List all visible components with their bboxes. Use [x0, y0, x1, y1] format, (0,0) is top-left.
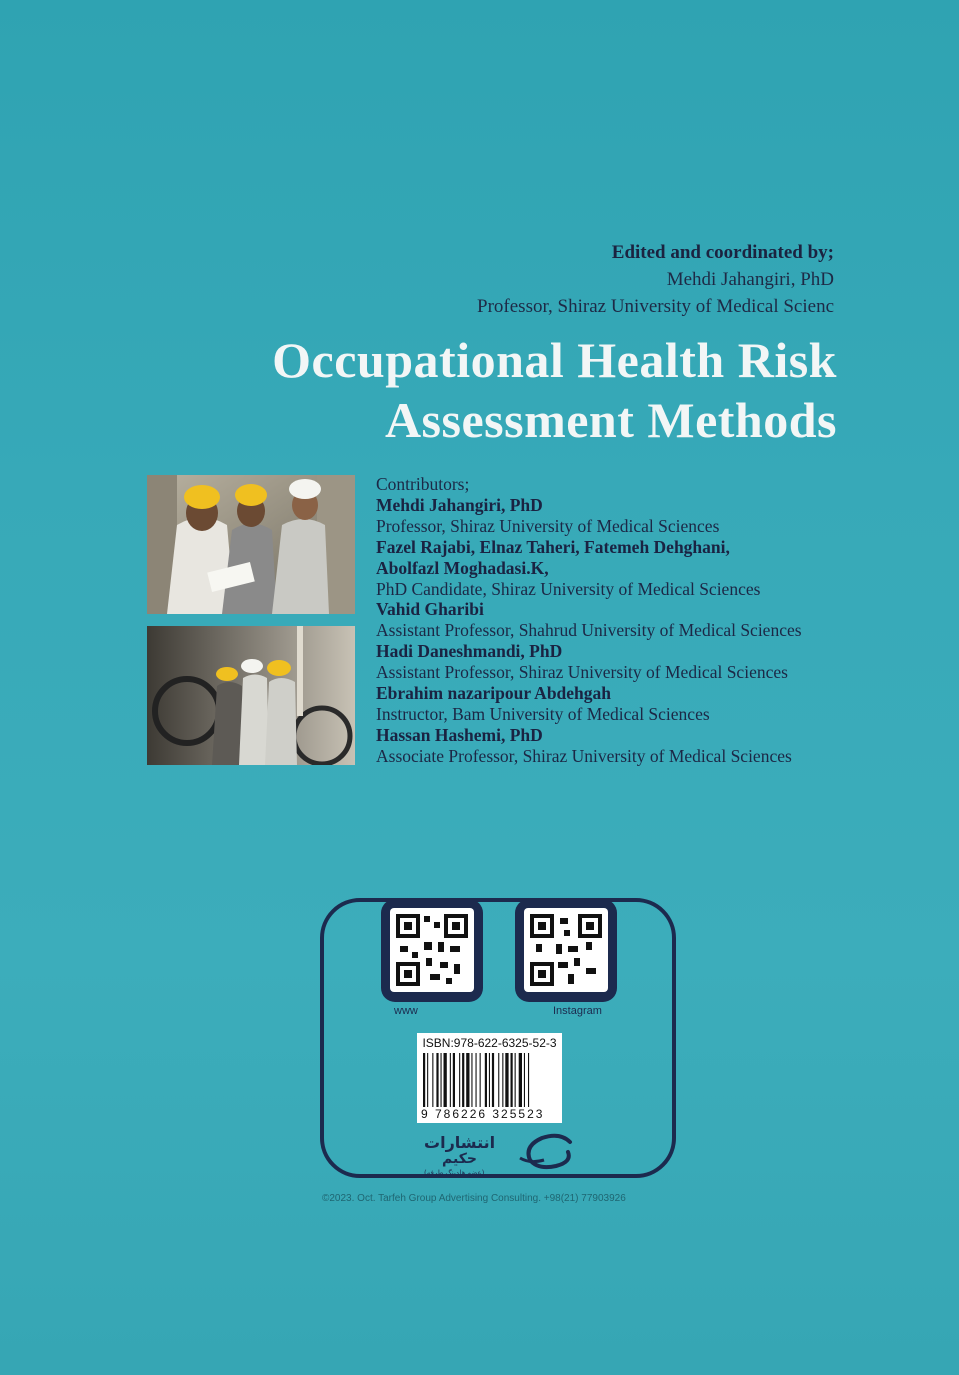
- contributor-name: Hadi Daneshmandi, PhD: [376, 641, 563, 662]
- book-title-line-2: Assessment Methods: [384, 392, 837, 448]
- editor-name: Mehdi Jahangiri, PhD: [666, 269, 834, 290]
- contributor-affiliation: PhD Candidate, Shiraz University of Medical Sciences: [376, 578, 761, 599]
- publisher-sub: حکیم: [442, 1151, 477, 1167]
- book-title-line-1: Occupational Health Risk: [272, 332, 837, 388]
- contributor-name: Mehdi Jahangiri, PhD: [376, 494, 543, 515]
- qr-pattern-icon: [524, 908, 608, 992]
- contributor-affiliation: Assistant Professor, Shiraz University of Medical Sciences: [376, 662, 788, 683]
- contributors-heading: Contributors;: [376, 474, 470, 494]
- workers-photo-1: [147, 475, 355, 614]
- contributor-name: Ebrahim nazaripour Abdehgah: [376, 683, 612, 704]
- editor-affiliation: Professor, Shiraz University of Medical Scienc: [477, 296, 834, 317]
- editor-heading: Edited and coordinated by;: [611, 242, 834, 263]
- website-qr-code[interactable]: [381, 899, 483, 1002]
- qr-pattern-icon: [390, 908, 474, 992]
- instagram-label: Instagram: [553, 1005, 602, 1017]
- contributor-affiliation: Associate Professor, Shiraz University of Medical Sciences: [376, 745, 792, 766]
- contributors-list: [376, 474, 802, 767]
- publisher-name: انتشارات: [424, 1133, 496, 1152]
- isbn-barcode: [417, 1033, 562, 1123]
- contributor-affiliation: Assistant Professor, Shahrud University of Medical Sciences: [376, 620, 802, 641]
- barcode-digits: 9 786226 325523: [421, 1107, 545, 1121]
- contributor-affiliation: Professor, Shiraz University of Medical Sciences: [376, 515, 720, 536]
- contributor-name: Vahid Gharibi: [376, 599, 484, 620]
- publisher-note: (عضو هلدینگ طرفه): [424, 1169, 485, 1177]
- isbn-text: ISBN:978-622-6325-52-3: [422, 1036, 557, 1050]
- workers-photo-2: [147, 626, 355, 765]
- copyright-line: ©2023. Oct. Tarfeh Group Advertising Consulting. +98(21) 77903926: [322, 1193, 626, 1204]
- publisher-swirl-icon: [420, 1130, 580, 1178]
- editor-block: [477, 240, 834, 320]
- instagram-qr-code[interactable]: [515, 899, 617, 1002]
- www-label: www: [394, 1005, 418, 1017]
- publisher-logo: [420, 1130, 580, 1178]
- book-title: [272, 330, 837, 450]
- contributor-name: Fazel Rajabi, Elnaz Taheri, Fatemeh Dehghani,: [376, 536, 730, 557]
- contributor-name: Hassan Hashemi, PhD: [376, 724, 543, 745]
- contributor-affiliation: Instructor, Bam University of Medical Sciences: [376, 703, 710, 724]
- contributor-name: Abolfazl Moghadasi.K,: [376, 557, 549, 578]
